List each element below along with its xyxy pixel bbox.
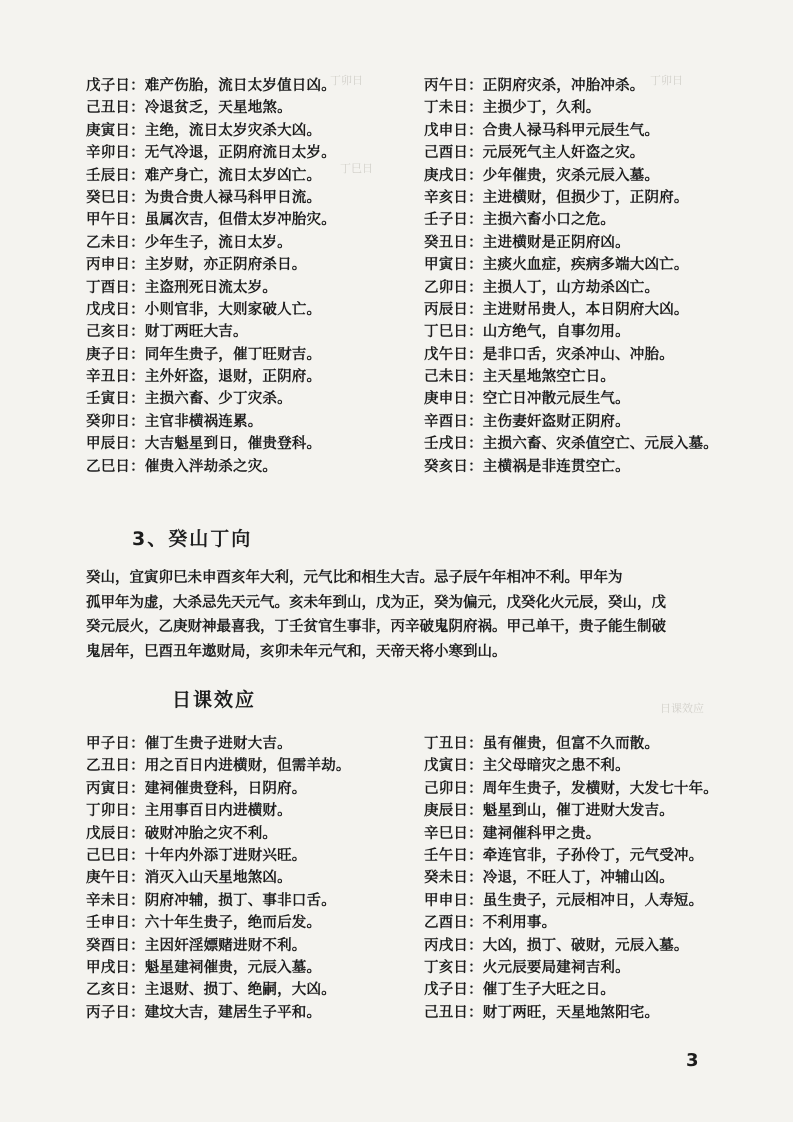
day-entry: 甲辰日：大吉魁星到日，催贵登科。 bbox=[86, 436, 322, 453]
paragraph-line: 鬼居年，巳酉丑年遨财局，亥卯未年元气和，天帝天将小寒到山。 bbox=[86, 643, 507, 660]
section1-right-column bbox=[424, 75, 764, 478]
day-entry: 丁未日：主损少丁，久利。 bbox=[424, 100, 601, 117]
day-entry: 辛卯日：无气冷退，正阴府流日太岁。 bbox=[86, 145, 336, 162]
day-entry: 丙午日：正阴府灾杀，冲胎冲杀。 bbox=[424, 78, 645, 94]
day-entry: 辛亥日：主进横财，但损少丁，正阴府。 bbox=[424, 189, 689, 206]
day-entry: 丁亥日：火元辰要局建祠吉利。 bbox=[424, 959, 630, 976]
day-entry: 甲子日：催丁生贵子进财大吉。 bbox=[86, 736, 292, 752]
bleed-through-mark: 日课效应 bbox=[660, 702, 704, 715]
day-entry: 壬寅日：主损六畜、少丁灾杀。 bbox=[86, 391, 292, 408]
day-entry: 己丑日：财丁两旺，天星地煞阳宅。 bbox=[424, 1004, 660, 1021]
day-entry: 丁丑日：虽有催贵，但富不久而散。 bbox=[424, 736, 660, 752]
day-entry: 癸巳日：为贵合贵人禄马科甲日流。 bbox=[86, 189, 322, 206]
day-entry: 戊子日：催丁生子大旺之日。 bbox=[424, 982, 616, 999]
section2-left-column bbox=[86, 733, 426, 1024]
day-entry: 庚申日：空亡日冲散元辰生气。 bbox=[424, 391, 630, 408]
day-entry: 丙戌日：大凶，损丁、破财，元辰入墓。 bbox=[424, 937, 689, 954]
day-entry: 壬子日：主损六畜小口之危。 bbox=[424, 212, 616, 229]
section2-right-column bbox=[424, 733, 764, 1024]
day-entry: 丁酉日：主盗刑死日流太岁。 bbox=[86, 279, 278, 296]
day-entry: 庚辰日：魁星到山，催丁进财大发吉。 bbox=[424, 803, 674, 820]
day-entry: 乙未日：少年生子，流日太岁。 bbox=[86, 234, 292, 251]
day-entry: 戊申日：合贵人禄马科甲元辰生气。 bbox=[424, 122, 660, 139]
day-entry: 癸亥日：主横祸是非连贯空亡。 bbox=[424, 458, 630, 475]
section-heading: 3、癸山丁向 bbox=[132, 528, 253, 550]
paragraph-line: 孤甲年为虚，大杀忌先天元气。亥未年到山，戊为正，癸为偏元，戊癸化火元辰，癸山，戊 bbox=[86, 594, 666, 611]
day-entry: 癸未日：冷退，不旺人丁，冲辅山凶。 bbox=[424, 870, 674, 887]
day-entry: 乙卯日：主损人丁，山方劫杀凶亡。 bbox=[424, 279, 660, 296]
day-entry: 己亥日：财丁两旺大吉。 bbox=[86, 324, 248, 341]
day-entry: 甲戌日：魁星建祠催贵，元辰入墓。 bbox=[86, 959, 322, 976]
page-number: 3 bbox=[686, 1050, 699, 1071]
day-entry: 壬戌日：主损六畜、灾杀值空亡、元辰入墓。 bbox=[424, 436, 718, 453]
day-entry: 庚寅日：主绝，流日太岁灾杀大凶。 bbox=[86, 122, 322, 139]
day-entry: 癸酉日：主因奸淫嫖赌进财不利。 bbox=[86, 937, 307, 954]
paragraph-line: 癸元辰火，乙庚财神最喜我，丁壬贫官生事非，丙辛破鬼阴府祸。甲己单干，贵子能生制破 bbox=[86, 619, 666, 635]
day-entry: 己巳日：十年内外添丁进财兴旺。 bbox=[86, 847, 307, 864]
day-entry: 辛丑日：主外奸盗，退财，正阴府。 bbox=[86, 369, 322, 386]
day-entry: 丙子日：建坟大吉，建居生子平和。 bbox=[86, 1004, 322, 1021]
day-entry: 辛未日：阴府冲辅，损丁、事非口舌。 bbox=[86, 892, 336, 909]
day-entry: 甲申日：虽生贵子，元辰相冲日，人寿短。 bbox=[424, 892, 704, 909]
sub-heading: 日课效应 bbox=[172, 689, 257, 711]
day-entry: 戊午日：是非口舌，灾杀冲山、冲胎。 bbox=[424, 346, 674, 363]
day-entry: 丁卯日：主用事百日内进横财。 bbox=[86, 803, 292, 820]
day-entry: 己未日：主天星地煞空亡日。 bbox=[424, 369, 616, 386]
day-entry: 辛巳日：建祠催科甲之贵。 bbox=[424, 825, 601, 842]
day-entry: 己卯日：周年生贵子，发横财，大发七十年。 bbox=[424, 780, 718, 797]
day-entry: 庚子日：同年生贵子，催丁旺财吉。 bbox=[86, 346, 322, 363]
day-entry: 戊戌日：小则官非，大则家破人亡。 bbox=[86, 301, 322, 318]
day-entry: 庚戌日：少年催贵，灾杀元辰入墓。 bbox=[424, 167, 660, 184]
day-entry: 丁巳日：山方绝气，自事勿用。 bbox=[424, 324, 630, 341]
paragraph-line: 癸山，宜寅卯巳未申酉亥年大利，元气比和相生大吉。忌子辰午年相冲不利。甲年为 bbox=[86, 570, 623, 586]
day-entry: 癸卯日：主官非横祸连累。 bbox=[86, 413, 263, 430]
day-entry: 丙申日：主岁财，亦正阴府杀日。 bbox=[86, 257, 307, 274]
day-entry: 乙酉日：不利用事。 bbox=[424, 915, 557, 932]
day-entry: 庚午日：消灭入山天星地煞凶。 bbox=[86, 870, 292, 887]
day-entry: 乙亥日：主退财、损丁、绝嗣，大凶。 bbox=[86, 982, 336, 999]
bleed-through-mark: 丁卯日 bbox=[650, 74, 683, 87]
day-entry: 丙寅日：建祠催贵登科，日阴府。 bbox=[86, 780, 307, 797]
day-entry: 壬午日：牵连官非，子孙伶丁，元气受冲。 bbox=[424, 847, 704, 864]
day-entry: 癸丑日：主进横财是正阴府凶。 bbox=[424, 234, 630, 251]
day-entry: 甲午日：虽属次吉，但借太岁冲胎灾。 bbox=[86, 212, 336, 229]
day-entry: 甲寅日：主痰火血症，疾病多端大凶亡。 bbox=[424, 257, 689, 274]
day-entry: 乙丑日：用之百日内进横财，但需羊劫。 bbox=[86, 758, 351, 775]
bleed-through-mark: 丁卯日 bbox=[330, 74, 363, 87]
day-entry: 辛酉日：主伤妻奸盗财正阴府。 bbox=[424, 413, 630, 430]
day-entry: 乙巳日：催贵入泮劫杀之灾。 bbox=[86, 458, 278, 475]
bleed-through-mark: 丁巳日 bbox=[340, 162, 373, 175]
day-entry: 戊子日：难产伤胎，流日太岁值日凶。 bbox=[86, 78, 336, 94]
day-entry: 壬申日：六十年生贵子，绝而后发。 bbox=[86, 915, 322, 932]
day-entry: 己酉日：元辰死气主人奸盗之灾。 bbox=[424, 145, 645, 162]
day-entry: 戊辰日：破财冲胎之灾不利。 bbox=[86, 825, 278, 842]
section1-left-column bbox=[86, 75, 426, 478]
body-paragraph bbox=[86, 566, 726, 664]
day-entry: 戊寅日：主父母暗灾之患不利。 bbox=[424, 758, 630, 775]
day-entry: 壬辰日：难产身亡，流日太岁凶亡。 bbox=[86, 167, 322, 184]
day-entry: 丙辰日：主进财吊贵人，本日阴府大凶。 bbox=[424, 301, 689, 318]
day-entry: 己丑日：冷退贫乏，天星地煞。 bbox=[86, 100, 292, 117]
